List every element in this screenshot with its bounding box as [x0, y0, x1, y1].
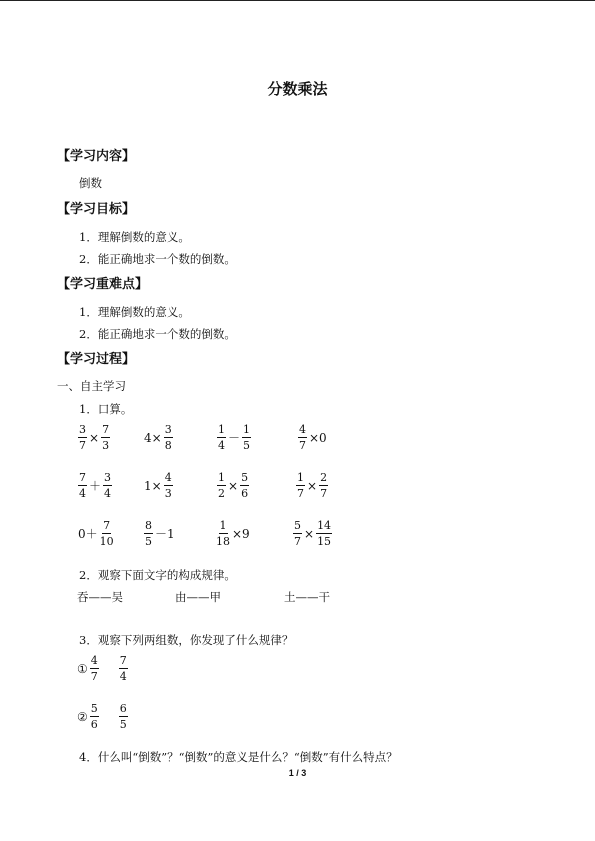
calc-item-8: $\frac{1}{7}$ × $\frac{2}{7}$	[297, 471, 328, 500]
key-item: 2．能正确地求一个数的倒数。	[79, 327, 236, 341]
fraction: $\frac{7}{10}$	[99, 519, 114, 548]
word-pair: 吞——吴	[77, 590, 123, 604]
fraction: $\frac{5}{7}$	[294, 519, 301, 548]
calc-item-3: $\frac{1}{4}$ － $\frac{1}{5}$	[218, 423, 251, 452]
fraction: $\frac{14}{15}$	[317, 519, 332, 548]
process-heading: 【学习过程】	[57, 352, 136, 367]
fraction: $\frac{6}{5}$	[119, 702, 127, 731]
top-rule	[0, 0, 595, 1]
calc-item-4: $\frac{4}{7}$ ×0	[299, 423, 327, 452]
fraction: $\frac{7}{4}$	[79, 471, 86, 500]
fraction: $\frac{7}{4}$	[119, 654, 127, 683]
fraction: $\frac{1}{5}$	[243, 423, 251, 452]
calc-item-2: 4× $\frac{3}{8}$	[144, 423, 172, 452]
goal-item: 1．理解倒数的意义。	[79, 230, 190, 244]
number-group-1: ① $\frac{4}{7}$ $\frac{7}{4}$	[77, 654, 127, 683]
fraction: $\frac{4}{7}$	[299, 423, 306, 452]
question-3: 3．观察下列两组数，你发现了什么规律？	[79, 633, 294, 647]
question-1: 1．口算。	[79, 402, 133, 416]
calc-item-12: $\frac{5}{7}$ × $\frac{14}{15}$	[294, 519, 332, 548]
content-text: 倒数	[79, 176, 102, 190]
page-number: 1 / 3	[288, 768, 307, 778]
calc-item-7: $\frac{1}{2}$ × $\frac{5}{6}$	[218, 471, 249, 500]
calc-item-6: 1× $\frac{4}{3}$	[144, 471, 172, 500]
fraction: $\frac{4}{7}$	[90, 654, 98, 683]
fraction: $\frac{1}{4}$	[218, 423, 225, 452]
key-item: 1．理解倒数的意义。	[79, 305, 190, 319]
fraction: $\frac{1}{7}$	[297, 471, 304, 500]
fraction: $\frac{1}{2}$	[218, 471, 225, 500]
word-pair: 土——干	[284, 590, 330, 604]
goals-heading: 【学习目标】	[57, 202, 136, 217]
calc-item-11: $\frac{1}{18}$ ×9	[216, 519, 250, 548]
word-pair: 由——甲	[175, 590, 221, 604]
fraction: $\frac{4}{3}$	[164, 471, 172, 500]
part1-label: 一、自主学习	[57, 379, 126, 393]
fraction: $\frac{3}{8}$	[164, 423, 172, 452]
page-title: 分数乘法	[267, 80, 328, 98]
fraction: $\frac{3}{4}$	[104, 471, 112, 500]
content-heading: 【学习内容】	[57, 149, 136, 164]
fraction: $\frac{7}{3}$	[102, 423, 110, 452]
fraction: $\frac{5}{6}$	[241, 471, 249, 500]
fraction: $\frac{3}{7}$	[79, 423, 86, 452]
calc-item-9: 0＋ $\frac{7}{10}$	[78, 519, 114, 548]
number-group-2: ② $\frac{5}{6}$ $\frac{6}{5}$	[77, 702, 127, 731]
calc-item-10: $\frac{8}{5}$ －1	[145, 519, 175, 548]
calc-item-1: $\frac{3}{7}$ × $\frac{7}{3}$	[79, 423, 110, 452]
fraction: $\frac{8}{5}$	[145, 519, 152, 548]
fraction: $\frac{2}{7}$	[320, 471, 328, 500]
goal-item: 2．能正确地求一个数的倒数。	[79, 252, 236, 266]
question-4: 4．什么叫“倒数”？“倒数”的意义是什么？“倒数”有什么特点？	[79, 750, 398, 764]
key-heading: 【学习重难点】	[57, 277, 149, 292]
question-2: 2．观察下面文字的构成规律。	[79, 568, 236, 582]
fraction: $\frac{1}{18}$	[216, 519, 230, 548]
fraction: $\frac{5}{6}$	[90, 702, 98, 731]
calc-item-5: $\frac{7}{4}$ ＋ $\frac{3}{4}$	[79, 471, 112, 500]
